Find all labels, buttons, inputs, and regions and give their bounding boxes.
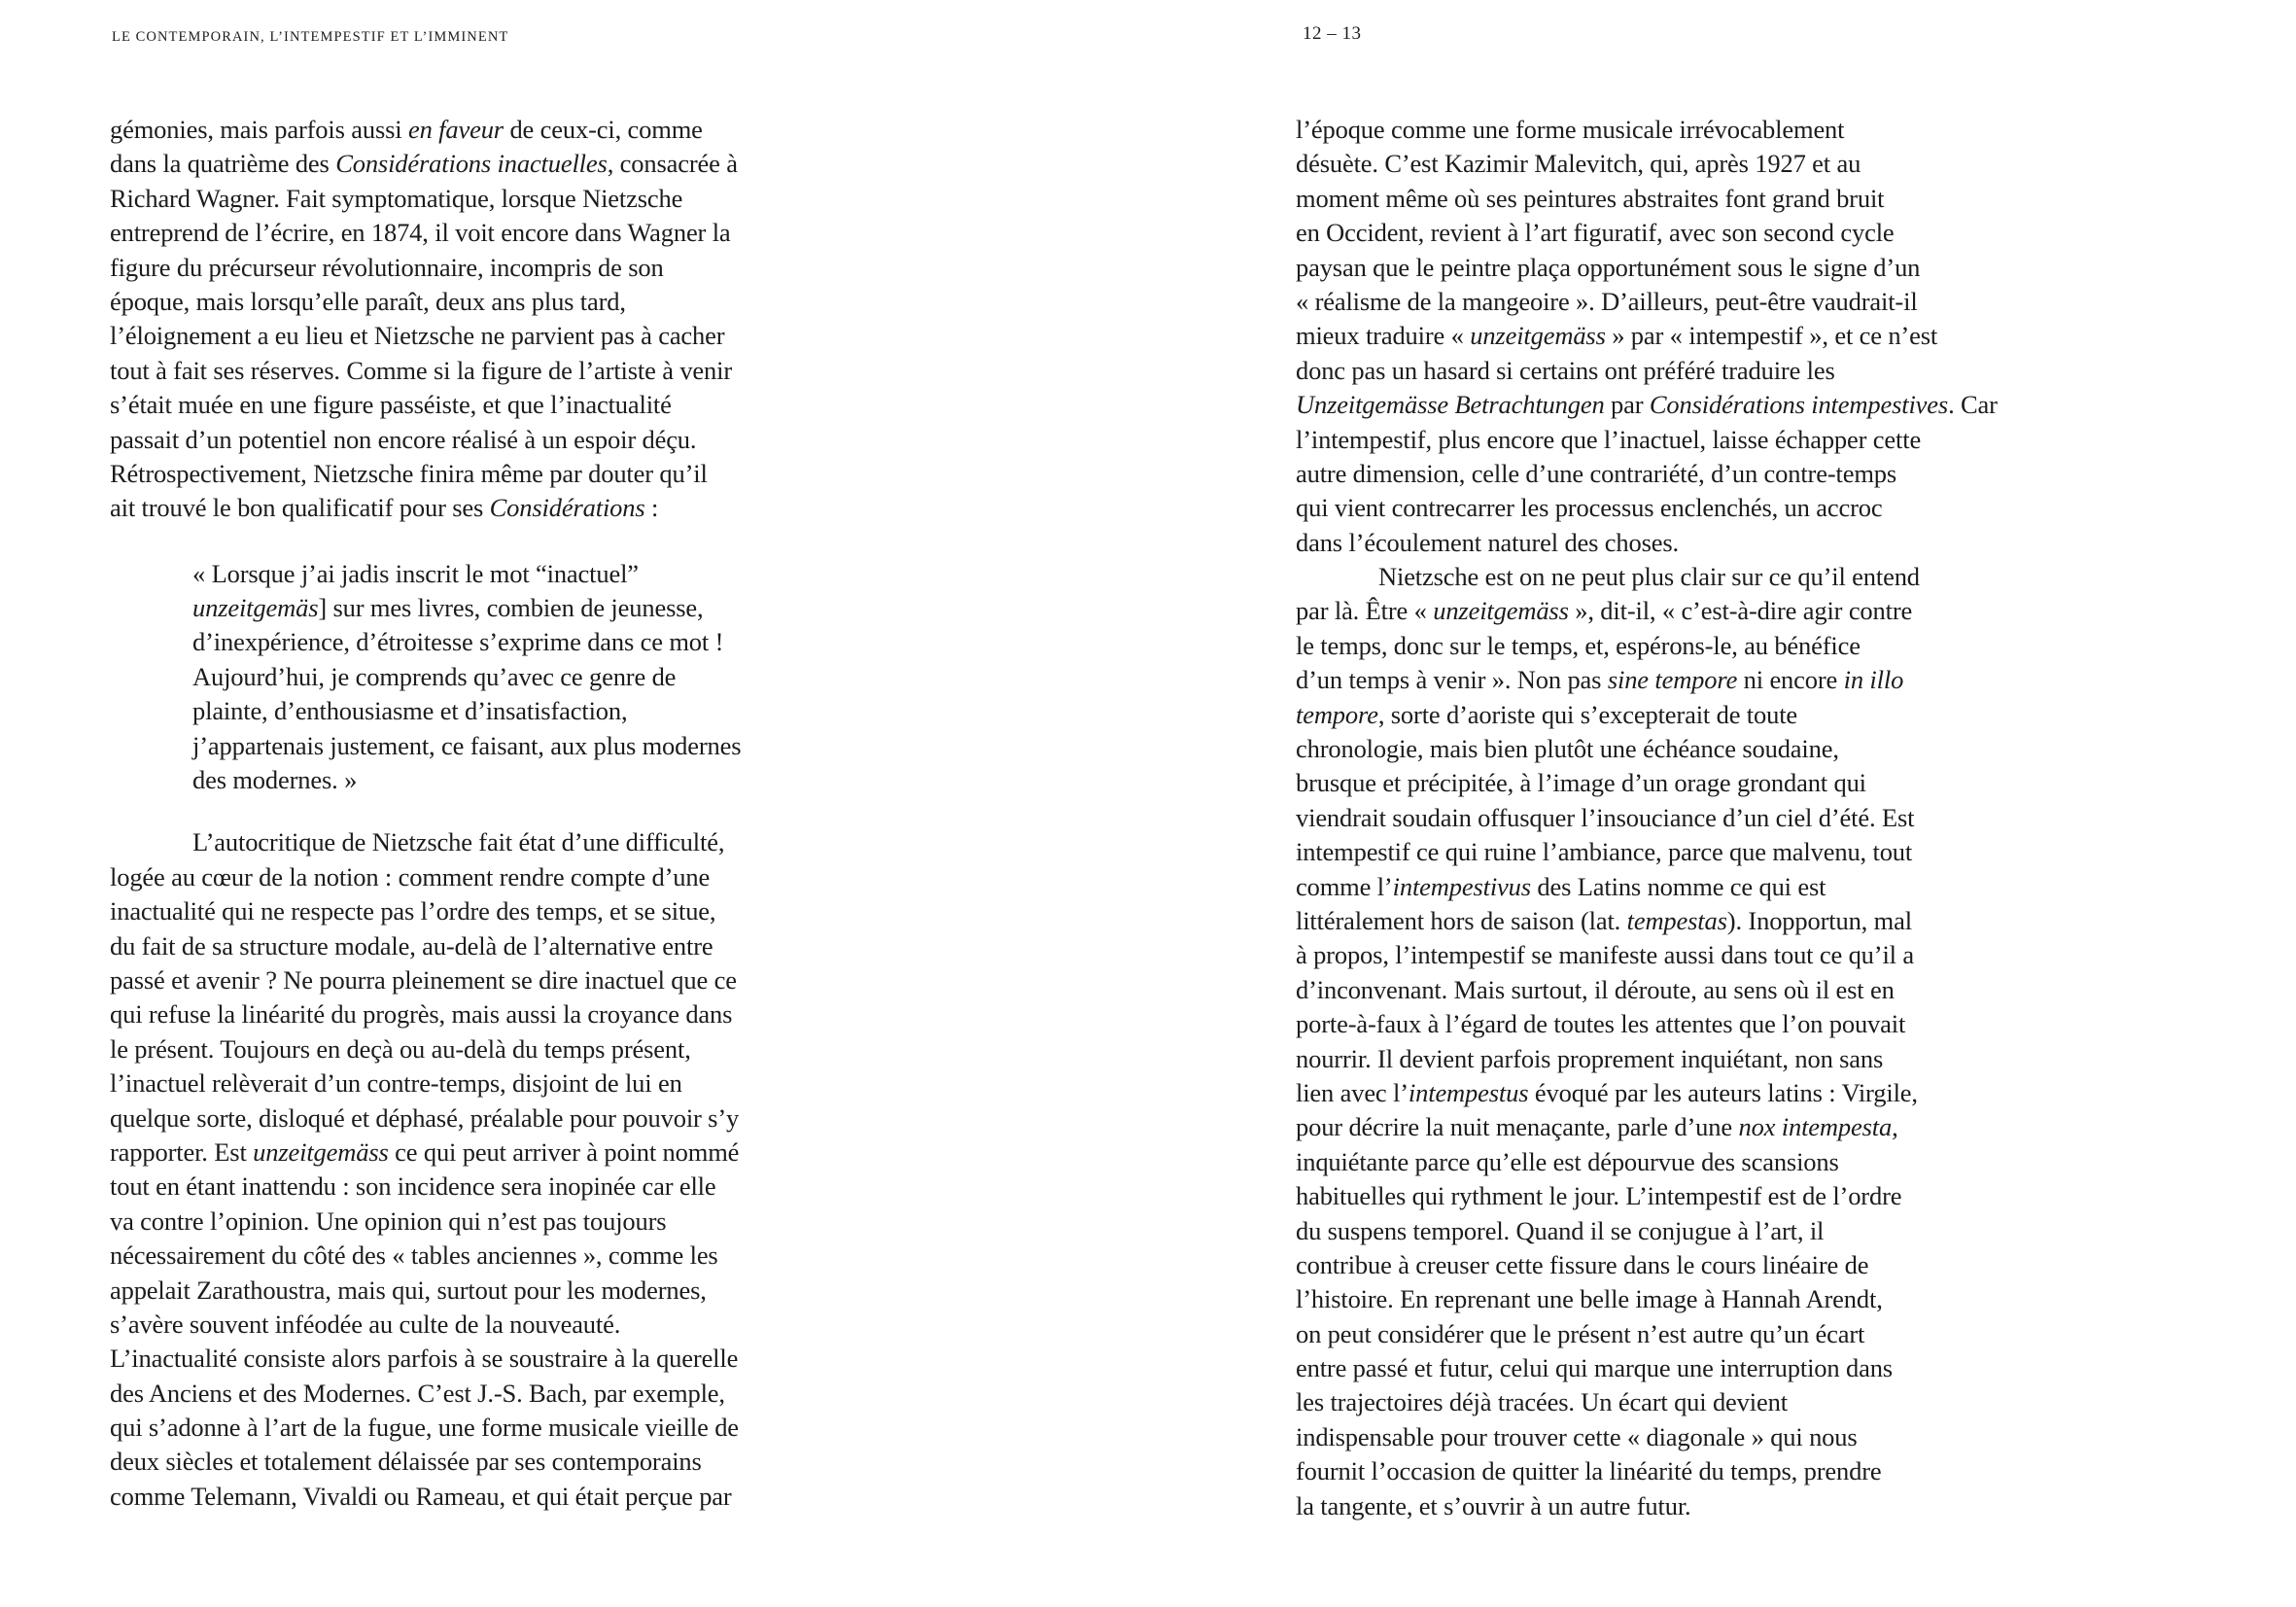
block-quote bbox=[192, 557, 849, 798]
text-line: qui vient contrecarrer les processus enclenchés, un accroc bbox=[1296, 493, 1883, 523]
text-line: porte-à-faux à l’égard de toutes les attentes que l’on pouvait bbox=[1296, 1009, 1906, 1039]
text-line: des modernes. » bbox=[192, 765, 358, 795]
text-line: l’inactuel relèverait d’un contre-temps, disjoint de lui en bbox=[110, 1068, 682, 1099]
text-line: va contre l’opinion. Une opinion qui n’est pas toujours bbox=[110, 1205, 667, 1236]
text-line: le temps, donc sur le temps, et, espérons-le, au bénéfice bbox=[1296, 630, 1861, 660]
text-line: du fait de sa structure modale, au-delà de l’alternative entre bbox=[110, 930, 713, 961]
text-line: appelait Zarathoustra, mais qui, surtout pour les modernes, bbox=[110, 1275, 707, 1305]
page-number: 12 – 13 bbox=[1303, 23, 1362, 44]
text-line: s’avère souvent inféodée au culte de la nouveauté. bbox=[110, 1309, 621, 1339]
text-line: qui s’adonne à l’art de la fugue, une forme musicale vieille de bbox=[110, 1413, 739, 1443]
text-line: L’autocritique de Nietzsche fait état d’une difficulté, bbox=[192, 827, 725, 857]
text-line: tout à fait ses réserves. Comme si la figure de l’artiste à venir bbox=[110, 355, 733, 385]
text-line: entreprend de l’écrire, en 1874, il voit encore dans Wagner la bbox=[110, 218, 731, 248]
text-line: indispensable pour trouver cette « diagonale » qui nous bbox=[1296, 1421, 1858, 1451]
text-line: intempestif ce qui ruine l’ambiance, parce que malvenu, tout bbox=[1296, 837, 1913, 867]
text-line: les trajectoires déjà tracées. Un écart qui devient bbox=[1296, 1387, 1788, 1417]
text-line: viendrait soudain offusquer l’insouciance d’un ciel d’été. Est bbox=[1296, 802, 1915, 832]
text-line: à propos, l’intempestif se manifeste aussi dans tout ce qu’il a bbox=[1296, 940, 1914, 970]
text-line: l’époque comme une forme musicale irrévocablement bbox=[1296, 115, 1845, 144]
text-line: mieux traduire « unzeitgemäss » par « intempestif », et ce n’est bbox=[1296, 321, 1938, 351]
text-line: ait trouvé le bon qualificatif pour ses Considérations : bbox=[110, 493, 659, 523]
text-line: autre dimension, celle d’une contrariété, d’un contre-temps bbox=[1296, 458, 1897, 488]
text-line: d’inexpérience, d’étroitesse s’exprime dans ce mot ! bbox=[192, 627, 724, 657]
text-line: la tangente, et s’ouvrir à un autre futur. bbox=[1296, 1490, 1691, 1520]
text-line: habituelles qui rythment le jour. L’intempestif est de l’ordre bbox=[1296, 1181, 1902, 1211]
text-line: fournit l’occasion de quitter la linéarité du temps, prendre bbox=[1296, 1456, 1882, 1486]
text-line: d’inconvenant. Mais surtout, il déroute, au sens où il est en bbox=[1296, 974, 1895, 1004]
text-line: en Occident, revient à l’art figuratif, avec son second cycle bbox=[1296, 218, 1895, 248]
text-line: « Lorsque j’ai jadis inscrit le mot “inactuel” bbox=[192, 558, 639, 588]
text-line: nécessairement du côté des « tables anciennes », comme les bbox=[110, 1240, 718, 1271]
text-line: inquiétante parce qu’elle est dépourvue des scansions bbox=[1296, 1146, 1839, 1176]
text-line: chronologie, mais bien plutôt une échéance soudaine, bbox=[1296, 734, 1839, 764]
text-line: l’éloignement a eu lieu et Nietzsche ne parvient pas à cacher bbox=[110, 321, 725, 351]
text-line: moment même où ses peintures abstraites font grand bruit bbox=[1296, 183, 1885, 213]
text-line: passé et avenir ? Ne pourra pleinement se dire inactuel que ce bbox=[110, 964, 737, 995]
text-line: des Anciens et des Modernes. C’est J.-S. Bach, par exemple, bbox=[110, 1378, 725, 1408]
text-line: unzeitgemäs] sur mes livres, combien de jeunesse, bbox=[192, 593, 704, 623]
text-line: tout en étant inattendu : son incidence sera inopinée car elle bbox=[110, 1171, 716, 1202]
text-line: j’appartenais justement, ce faisant, aux plus modernes bbox=[192, 730, 742, 760]
text-line: s’était muée en une figure passéiste, et que l’inactualité bbox=[110, 390, 672, 420]
text-line: lien avec l’intempestus évoqué par les auteurs latins : Virgile, bbox=[1296, 1077, 1918, 1107]
text-line: tempore, sorte d’aoriste qui s’excepterait de toute bbox=[1296, 699, 1798, 729]
text-line: Rétrospectivement, Nietzsche finira même par douter qu’il bbox=[110, 458, 708, 488]
text-line: par là. Être « unzeitgemäss », dit-il, « c’est-à-dire agir contre bbox=[1296, 596, 1913, 626]
paragraph bbox=[1296, 560, 2035, 1523]
text-line: deux siècles et totalement délaissée par ses contemporains bbox=[110, 1447, 702, 1477]
text-line: passait d’un potentiel non encore réalisé à un espoir déçu. bbox=[110, 424, 697, 454]
text-line: paysan que le peintre plaça opportunément sous le signe d’un bbox=[1296, 252, 1921, 282]
text-line: nourrir. Il devient parfois proprement inquiétant, non sans bbox=[1296, 1043, 1884, 1073]
text-line: donc pas un hasard si certains ont préféré traduire les bbox=[1296, 355, 1835, 385]
text-line: l’histoire. En reprenant une belle image à Hannah Arendt, bbox=[1296, 1284, 1883, 1314]
paragraph bbox=[110, 113, 849, 526]
text-line: rapporter. Est unzeitgemäss ce qui peut arriver à point nommé bbox=[110, 1136, 740, 1167]
text-line: logée au cœur de la notion : comment rendre compte d’une bbox=[110, 861, 711, 891]
text-line: dans la quatrième des Considérations inactuelles, consacrée à bbox=[110, 149, 738, 179]
text-line: brusque et précipitée, à l’image d’un orage grondant qui bbox=[1296, 768, 1866, 798]
right-page-column bbox=[1296, 113, 2035, 1523]
text-line: époque, mais lorsqu’elle paraît, deux ans plus tard, bbox=[110, 286, 626, 316]
text-line: comme l’intempestivus des Latins nomme ce qui est bbox=[1296, 871, 1826, 901]
text-line: L’inactualité consiste alors parfois à se soustraire à la querelle bbox=[110, 1344, 739, 1374]
text-line: Richard Wagner. Fait symptomatique, lorsque Nietzsche bbox=[110, 183, 683, 213]
text-line: pour décrire la nuit menaçante, parle d’une nox intempesta, bbox=[1296, 1112, 1898, 1142]
text-line: entre passé et futur, celui qui marque une interruption dans bbox=[1296, 1353, 1893, 1383]
text-line: plainte, d’enthousiasme et d’insatisfaction, bbox=[192, 696, 628, 726]
text-line: on peut considérer que le présent n’est autre qu’un écart bbox=[1296, 1318, 1865, 1348]
running-head: LE CONTEMPORAIN, L’INTEMPESTIF ET L’IMMINENT bbox=[112, 29, 509, 45]
text-line: Nietzsche est on ne peut plus clair sur ce qu’il entend bbox=[1378, 562, 1920, 592]
text-line: gémonies, mais parfois aussi en faveur de ceux-ci, comme bbox=[110, 115, 703, 144]
left-page-column bbox=[110, 113, 849, 1514]
text-line: d’un temps à venir ». Non pas sine tempore ni encore in illo bbox=[1296, 665, 1904, 695]
text-line: comme Telemann, Vivaldi ou Rameau, et qui était perçue par bbox=[110, 1481, 732, 1511]
text-line: littéralement hors de saison (lat. tempestas). Inopportun, mal bbox=[1296, 905, 1912, 935]
paragraph bbox=[110, 825, 849, 1514]
text-line: l’intempestif, plus encore que l’inactuel, laisse échapper cette bbox=[1296, 424, 1922, 454]
text-line: « réalisme de la mangeoire ». D’ailleurs, peut-être vaudrait-il bbox=[1296, 286, 1918, 316]
text-line: du suspens temporel. Quand il se conjugue à l’art, il bbox=[1296, 1215, 1825, 1245]
text-line: contribue à creuser cette fissure dans le cours linéaire de bbox=[1296, 1249, 1869, 1279]
text-line: qui refuse la linéarité du progrès, mais aussi la croyance dans bbox=[110, 999, 733, 1030]
text-line: figure du précurseur révolutionnaire, incompris de son bbox=[110, 252, 664, 282]
text-line: inactualité qui ne respecte pas l’ordre des temps, et se situe, bbox=[110, 896, 716, 926]
paragraph bbox=[1296, 113, 2035, 560]
text-line: désuète. C’est Kazimir Malevitch, qui, après 1927 et au bbox=[1296, 149, 1861, 179]
text-line: dans l’écoulement naturel des choses. bbox=[1296, 527, 1680, 557]
text-line: le présent. Toujours en deçà ou au-delà du temps présent, bbox=[110, 1033, 691, 1064]
text-line: quelque sorte, disloqué et déphasé, préalable pour pouvoir s’y bbox=[110, 1102, 740, 1133]
text-line: Unzeitgemässe Betrachtungen par Considérations intempestives. Car bbox=[1296, 390, 1998, 420]
text-line: Aujourd’hui, je comprends qu’avec ce genre de bbox=[192, 661, 677, 691]
